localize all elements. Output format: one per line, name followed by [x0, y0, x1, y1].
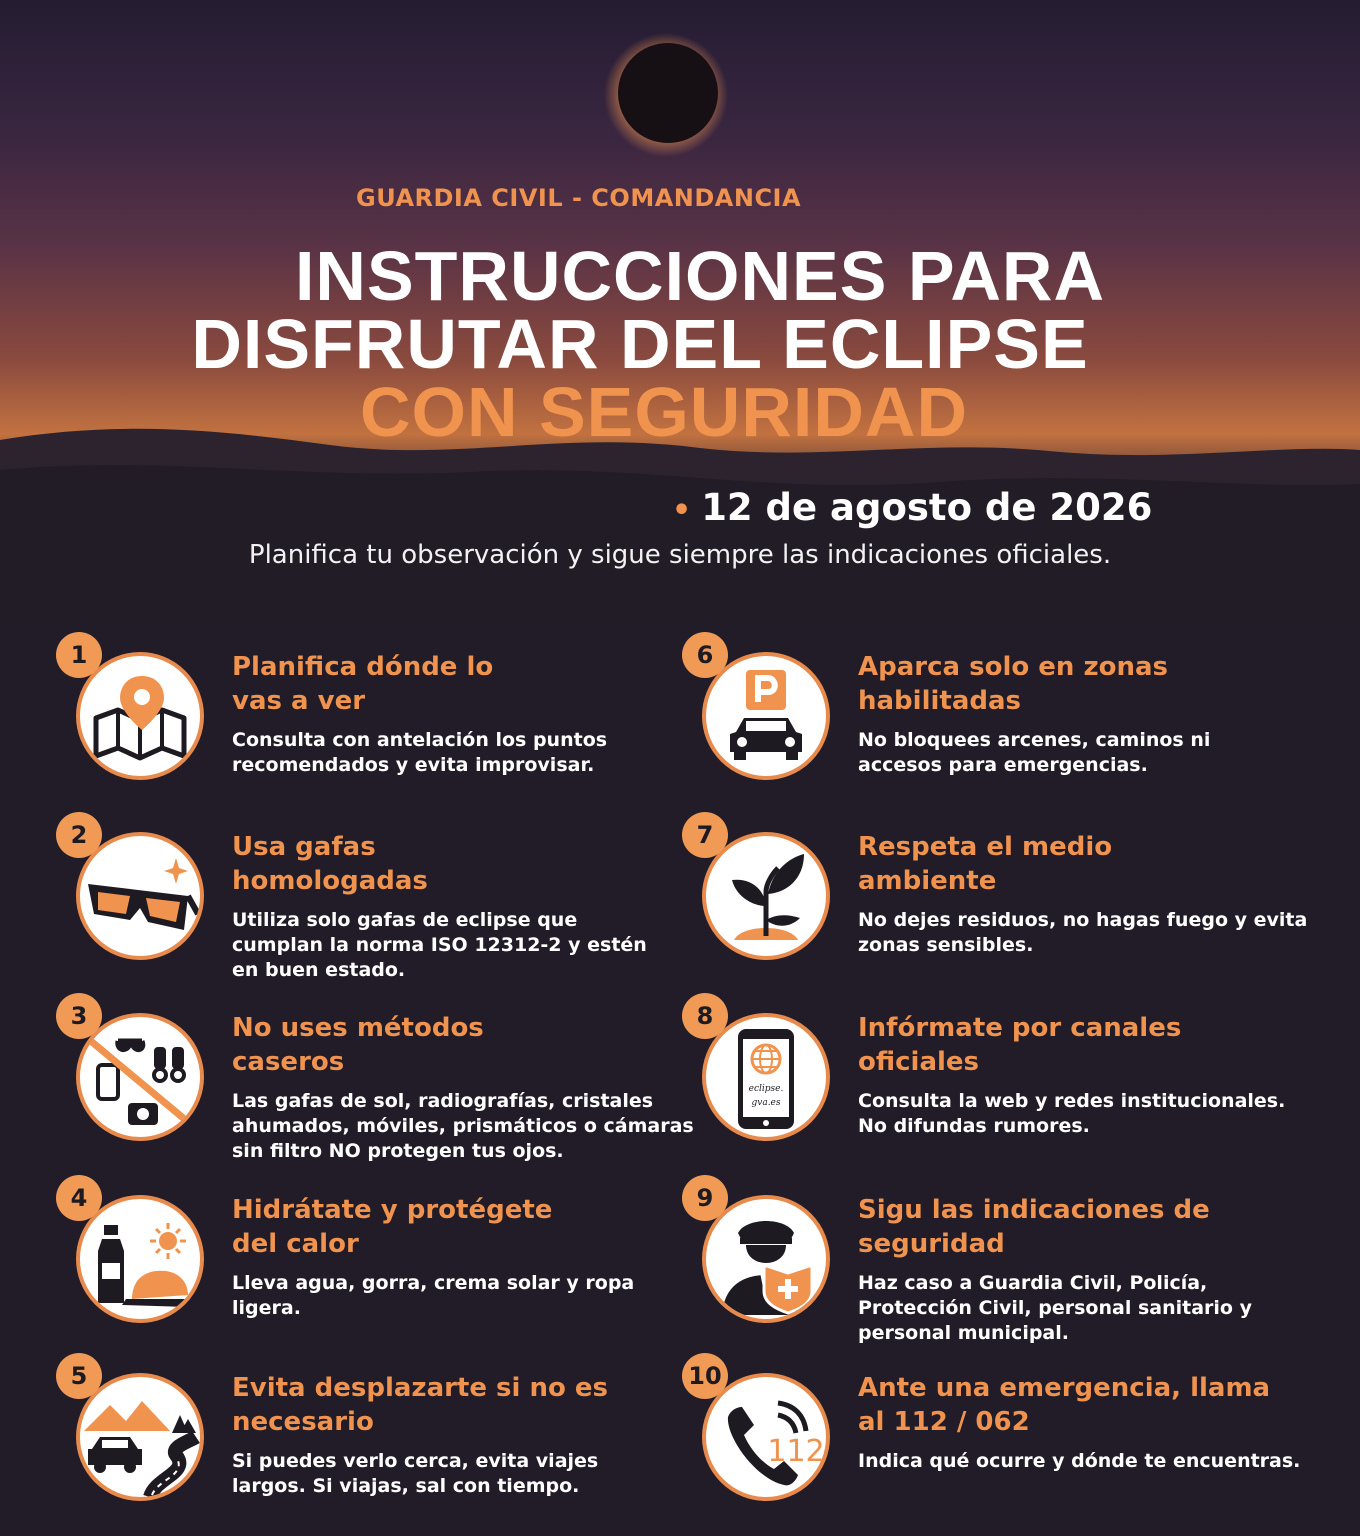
water-cap-sun-icon — [80, 1199, 200, 1319]
item-title: Hidrátate y protégete del calor — [232, 1195, 553, 1259]
parking-car-icon — [706, 656, 826, 776]
item-description: Lleva agua, gorra, crema solar y ropa ligera. — [232, 1272, 635, 1319]
eclipse-glasses-icon — [80, 836, 200, 956]
officer-icon — [706, 1199, 826, 1319]
instruction-item-9 — [682, 1175, 1322, 1345]
instruction-item-1 — [56, 632, 696, 802]
item-title: Infórmate por canales oficiales — [858, 1013, 1182, 1077]
page-title-line-2: DISFRUTAR DEL ECLIPSE — [191, 305, 1089, 383]
instruction-item-2 — [56, 812, 696, 982]
page-subtitle: Planifica tu observación y sigue siempre las indicaciones oficiales. — [248, 540, 1112, 570]
item-number: 9 — [682, 1175, 728, 1221]
item-title: Usa gafas homologadas — [232, 832, 428, 896]
emergency-phone-icon — [706, 1377, 826, 1497]
item-description: No dejes residuos, no hagas fuego y evita zonas sensibles. — [858, 909, 1308, 956]
event-date-text: 12 de agosto de 2026 — [701, 486, 1153, 529]
agency-label: GUARDIA CIVIL - COMANDANCIA — [356, 184, 802, 212]
item-description: Consulta con antelación los puntos recomendados y evita improvisar. — [232, 729, 608, 776]
item-number: 2 — [56, 812, 102, 858]
eclipse-icon — [596, 30, 736, 160]
item-number: 7 — [682, 812, 728, 858]
item-description: Las gafas de sol, radiografías, cristales ahumados, móviles, prismáticos o cámaras sin filtro NO protegen tus ojos. — [232, 1090, 694, 1162]
bullet-dot: • — [672, 493, 692, 528]
item-number: 8 — [682, 993, 728, 1039]
instruction-item-7 — [682, 812, 1322, 982]
item-description: Utiliza solo gafas de eclipse que cumplan la norma ISO 12312-2 y estén en buen estado. — [232, 909, 647, 981]
item-description: No bloquees arcenes, caminos ni accesos para emergencias. — [858, 729, 1211, 776]
instruction-item-6 — [682, 632, 1322, 802]
instruction-item-10 — [682, 1353, 1322, 1523]
item-title: Sigu las indicaciones de seguridad — [858, 1195, 1210, 1259]
item-number: 5 — [56, 1353, 102, 1399]
item-number: 10 — [682, 1353, 728, 1399]
phone-screen-text-2: gva.es — [751, 1098, 781, 1108]
item-number: 1 — [56, 632, 102, 678]
item-title: No uses métodos caseros — [232, 1013, 484, 1077]
item-description: Indica qué ocurre y dónde te encuentras. — [858, 1450, 1301, 1472]
instruction-item-8 — [682, 993, 1322, 1163]
item-title: Evita desplazarte si no es necesario — [232, 1373, 609, 1437]
page-title-line-3: CON SEGURIDAD — [359, 373, 969, 451]
item-title: Aparca solo en zonas habilitadas — [858, 652, 1168, 716]
item-title: Respeta el medio ambiente — [858, 832, 1113, 896]
car-road-icon — [80, 1377, 200, 1497]
phone-screen-text-1: eclipse. — [748, 1084, 784, 1094]
item-number: 4 — [56, 1175, 102, 1221]
instruction-item-3 — [56, 993, 696, 1163]
emergency-number: 112 — [767, 1434, 825, 1469]
item-title: Planifica dónde lo vas a ver — [232, 652, 494, 716]
phone-globe-icon — [706, 1017, 826, 1137]
page-title-line-1: INSTRUCCIONES PARA — [294, 237, 1106, 315]
instruction-item-4 — [56, 1175, 696, 1345]
plant-icon — [706, 836, 826, 956]
instruction-item-5 — [56, 1353, 696, 1523]
item-number: 3 — [56, 993, 102, 1039]
item-description: Consulta la web y redes institucionales. No difundas rumores. — [858, 1090, 1286, 1137]
map-pin-icon — [80, 656, 200, 776]
prohibited-devices-icon — [80, 1017, 200, 1137]
item-title: Ante una emergencia, llama al 112 / 062 — [858, 1373, 1271, 1437]
event-date — [672, 486, 1152, 529]
item-description: Si puedes verlo cerca, evita viajes largos. Si viajas, sal con tiempo. — [232, 1450, 599, 1497]
item-description: Haz caso a Guardia Civil, Policía, Protección Civil, personal sanitario y personal municipal. — [858, 1272, 1252, 1344]
item-number: 6 — [682, 632, 728, 678]
